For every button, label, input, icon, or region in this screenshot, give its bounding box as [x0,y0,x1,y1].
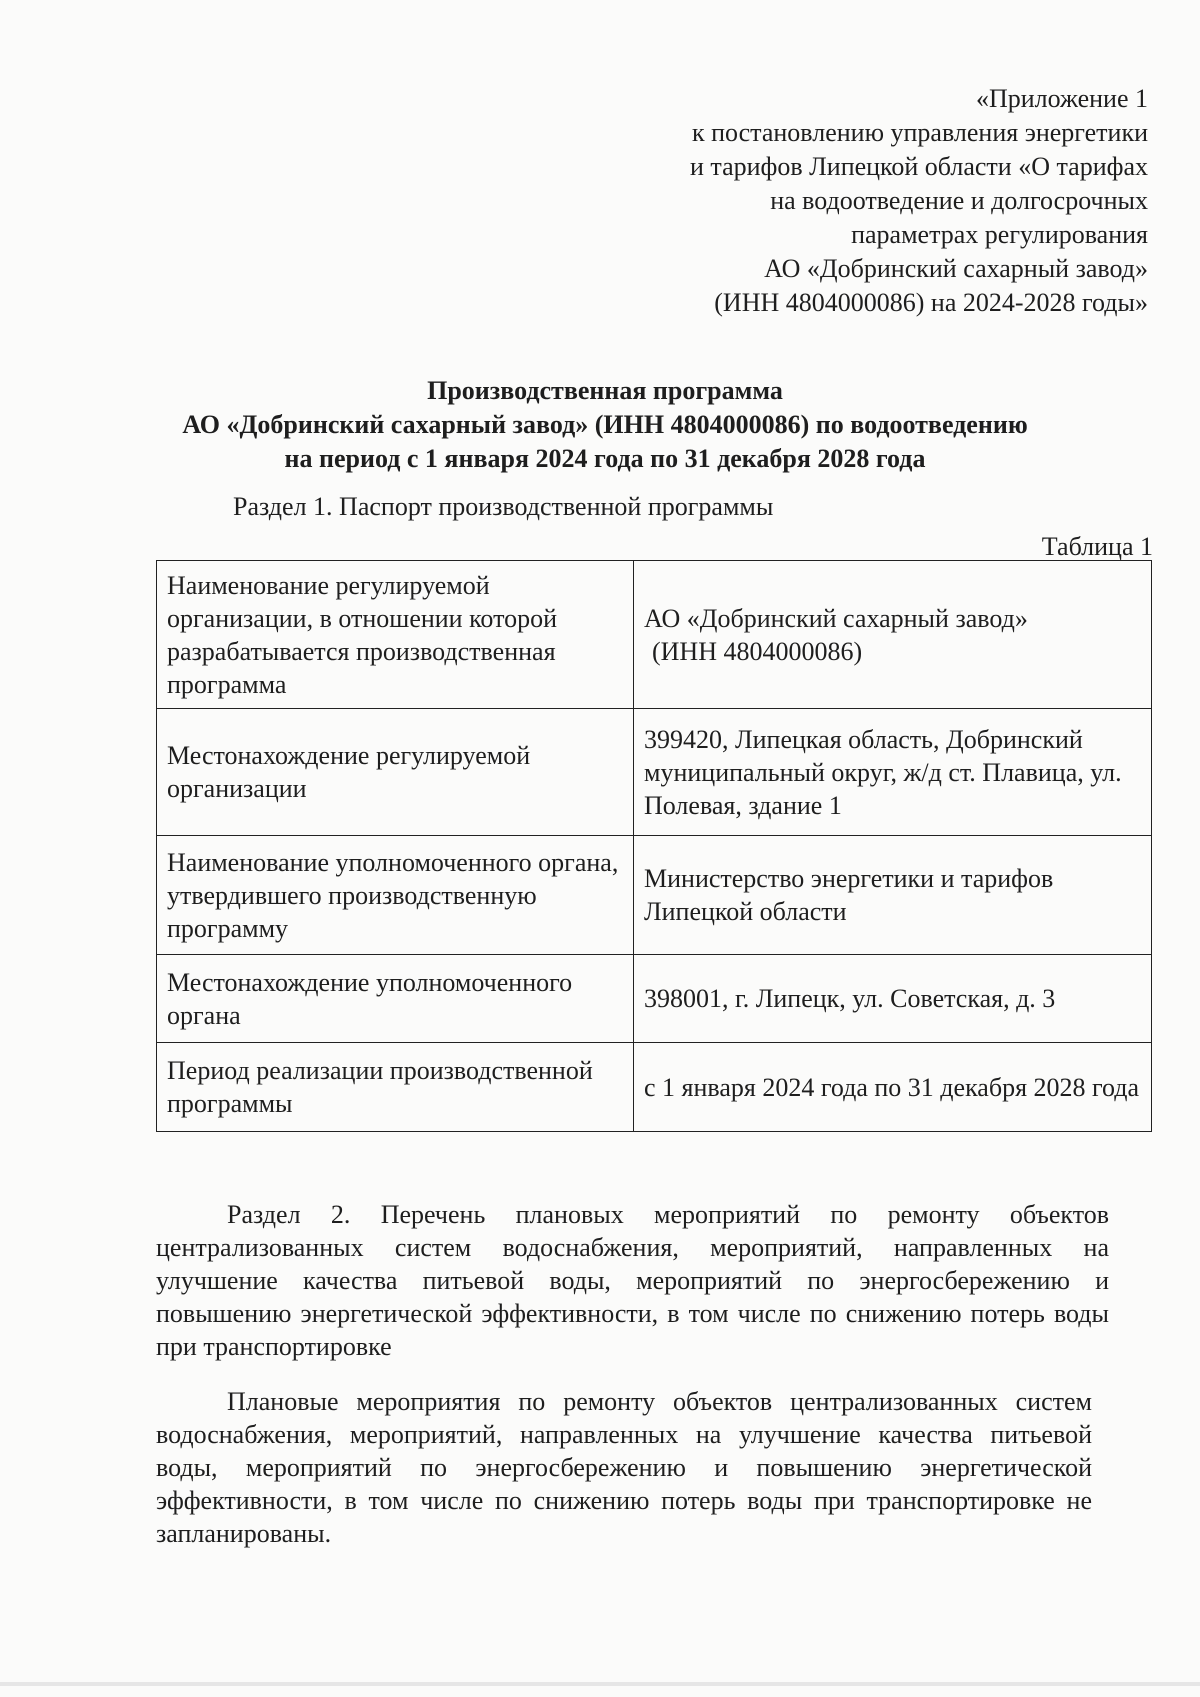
table-cell-label: Местонахождение регулируемой организации [157,709,634,836]
section-2-body: Плановые мероприятия по ремонту объектов централизованных систем водоснабжения, мероприятий, направленных на улучшение качества питьевой воды, мероприятий по энергосбережению и повышению энергетической эффективности, в том числе по снижению потерь воды при транспортировке не запланированы. [156,1387,1092,1548]
title-line-1: Производственная программа [427,376,783,405]
table-cell-value: 399420, Липецкая область, Добринский муниципальный округ, ж/д ст. Плавица, ул. Полевая, здание 1 [634,709,1152,836]
annex-line: (ИНН 4804000086) на 2024-2028 годы» [714,288,1148,317]
table-cell-value: с 1 января 2024 года по 31 декабря 2028 года [634,1043,1152,1132]
annex-line: АО «Добринский сахарный завод» [764,254,1148,283]
section-2-heading: Раздел 2. Перечень плановых мероприятий по ремонту объектов централизованных систем водоснабжения, мероприятий, направленных на улучшение качества питьевой воды, мероприятий по энергосбережению и повышению энергетической эффективности, в том числе по снижению потерь воды при транспортировке [156,1200,1109,1361]
annex-line: на водоотведение и долгосрочных [770,186,1148,215]
table-cell-value: Министерство энергетики и тарифов Липецкой области [634,836,1152,955]
annex-line: параметрах регулирования [851,220,1148,249]
table-cell-label: Местонахождение уполномоченного органа [157,955,634,1043]
annex-line: и тарифов Липецкой области «О тарифах [689,152,1148,181]
table-cell-value [634,561,1152,709]
annex-line: к постановлению управления энергетики [691,118,1148,147]
title-line-3: на период с 1 января 2024 года по 31 декабря 2028 года [284,444,926,473]
table-row [157,1043,1152,1132]
table-cell-label: Наименование регулируемой организации, в отношении которой разрабатывается производственная программа [157,561,634,709]
table-row [157,955,1152,1043]
value-line: АО «Добринский сахарный завод» [644,603,1028,633]
annex-header [508,82,1148,320]
table-row [157,709,1152,836]
annex-line: «Приложение 1 [975,84,1148,113]
table-cell-label: Наименование уполномоченного органа, утвердившего производственную программу [157,836,634,955]
table-cell-label: Период реализации производственной программы [157,1043,634,1132]
table-caption: Таблица 1 [1041,532,1153,561]
table-row [157,561,1152,709]
passport-table [156,560,1152,1132]
table-cell-value: 398001, г. Липецк, ул. Советская, д. 3 [634,955,1152,1043]
title-line-2: АО «Добринский сахарный завод» (ИНН 4804000086) по водоотведению [182,410,1028,439]
table-row [157,836,1152,955]
value-line: (ИНН 4804000086) [652,636,863,666]
document-title [140,374,1070,476]
scan-edge-divider [0,1682,1200,1686]
section-1-heading: Раздел 1. Паспорт производственной программы [233,492,774,521]
